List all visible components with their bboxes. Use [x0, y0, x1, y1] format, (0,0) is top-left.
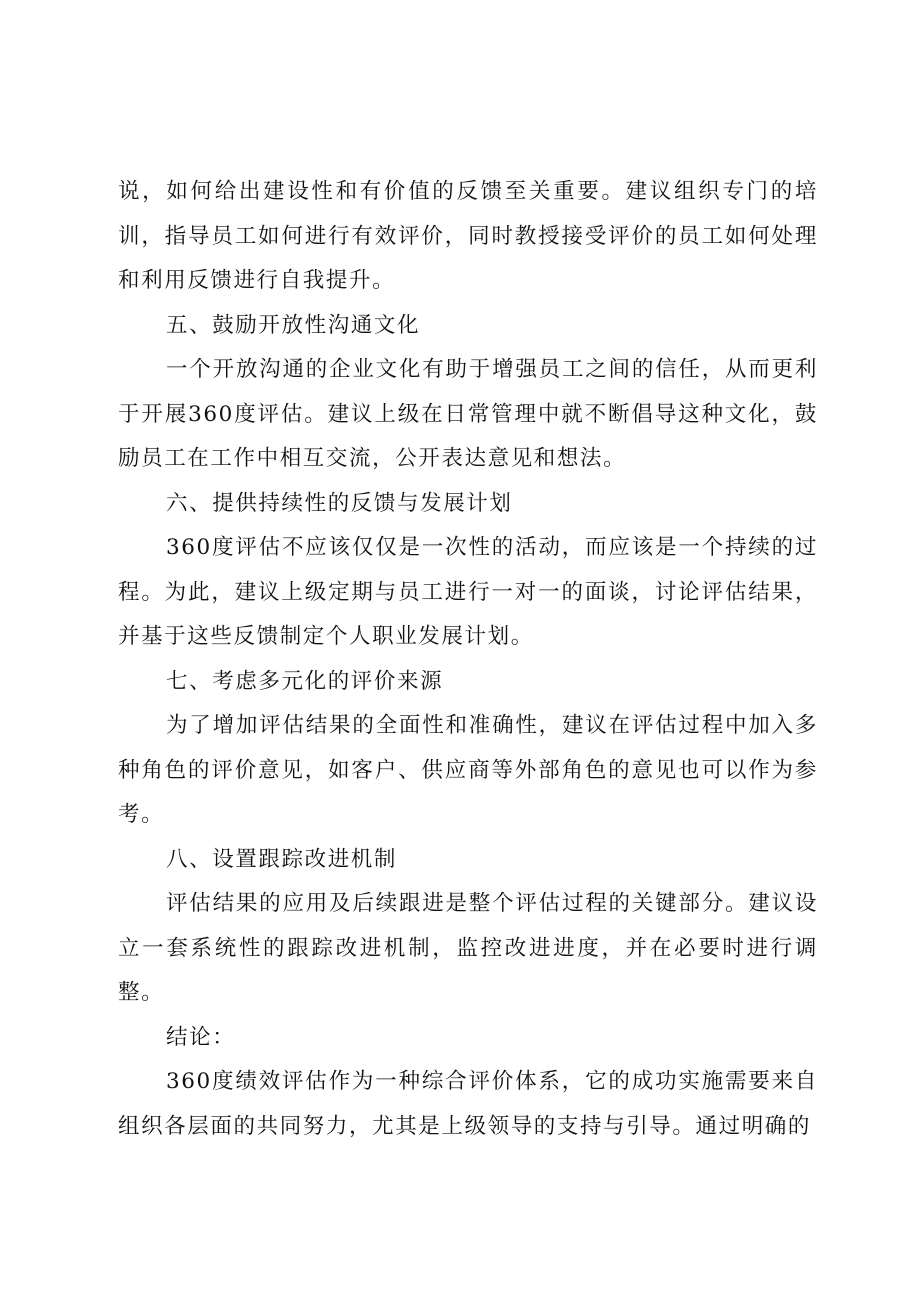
- paragraph-continuous-feedback: 360度评估不应该仅仅是一次性的活动，而应该是一个持续的过程。为此，建议上级定期与员工进行一对一的面谈，讨论评估结果，并基于这些反馈制定个人职业发展计划。: [118, 535, 818, 649]
- section-heading-6: 六、提供持续性的反馈与发展计划: [166, 490, 513, 516]
- document-body: [118, 170, 818, 1149]
- conclusion-heading: 结论：: [166, 1024, 236, 1050]
- section-heading-5: 五、鼓励开放性沟通文化: [166, 312, 421, 338]
- paragraph-diverse-sources: 为了增加评估结果的全面性和准确性，建议在评估过程中加入多种角色的评价意见，如客户、供应商等外部角色的意见也可以作为参考。: [118, 713, 818, 827]
- paragraph-conclusion: 360度绩效评估作为一种综合评价体系，它的成功实施需要来自组织各层面的共同努力，尤其是上级领导的支持与引导。通过明确的: [118, 1069, 818, 1139]
- paragraph-tracking-mechanism: 评估结果的应用及后续跟进是整个评估过程的关键部分。建议设立一套系统性的跟踪改进机制，监控改进进度，并在必要时进行调整。: [118, 891, 818, 1005]
- paragraph-feedback-training: 说，如何给出建设性和有价值的反馈至关重要。建议组织专门的培训，指导员工如何进行有效评价，同时教授接受评价的员工如何处理和利用反馈进行自我提升。: [118, 179, 818, 293]
- section-heading-7: 七、考虑多元化的评价来源: [166, 668, 444, 694]
- paragraph-open-communication: 一个开放沟通的企业文化有助于增强员工之间的信任，从而更利于开展360度评估。建议上级在日常管理中就不断倡导这种文化，鼓励员工在工作中相互交流，公开表达意见和想法。: [118, 357, 818, 471]
- section-heading-8: 八、设置跟踪改进机制: [166, 846, 398, 872]
